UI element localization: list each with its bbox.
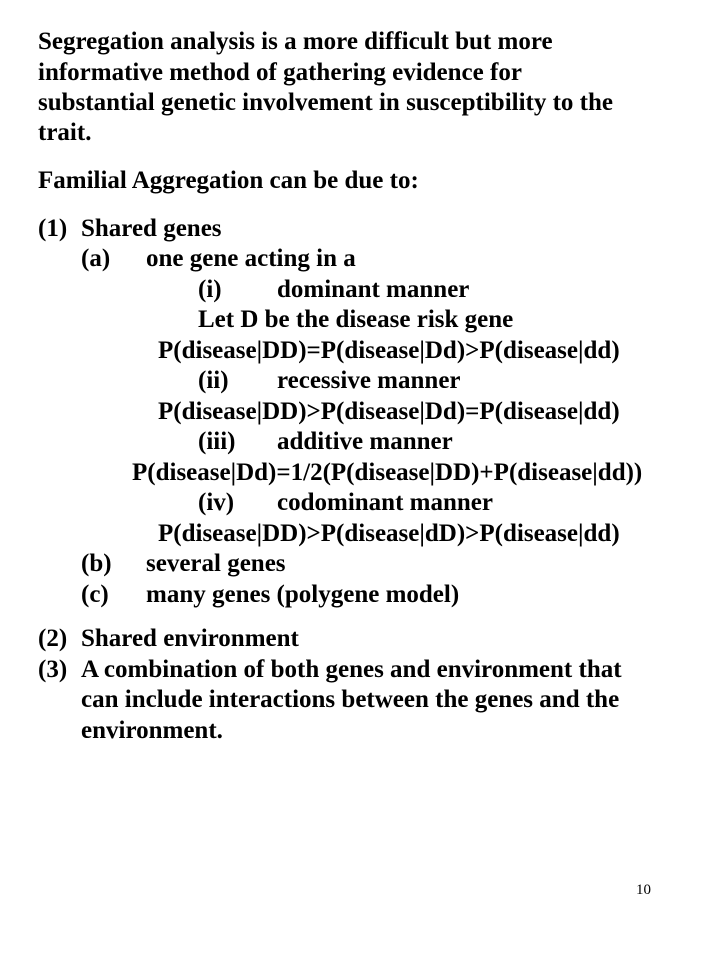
item-3-line-1: A combination of both genes and environment that xyxy=(81,656,622,683)
section-heading: Familial Aggregation can be due to: xyxy=(38,167,419,194)
item-1a-text: one gene acting in a xyxy=(146,245,356,272)
item-1a-i-text: dominant manner xyxy=(277,276,470,303)
intro-line-1: Segregation analysis is a more difficult but more xyxy=(38,28,553,55)
formula-dominant: P(disease|DD)=P(disease|Dd)>P(disease|dd) xyxy=(158,337,620,364)
item-1-number: (1) xyxy=(38,215,68,242)
item-1a-iv-label: (iv) xyxy=(198,489,235,516)
item-2-text: Shared environment xyxy=(81,625,299,652)
item-3-line-3: environment. xyxy=(81,717,223,744)
intro-line-2: informative method of gathering evidence for xyxy=(38,59,522,86)
item-1c-text: many genes (polygene model) xyxy=(146,581,460,608)
item-1a-iv-text: codominant manner xyxy=(277,489,493,516)
item-2-number: (2) xyxy=(38,625,68,652)
item-3-number: (3) xyxy=(38,656,68,683)
intro-line-3: substantial genetic involvement in susceptibility to the xyxy=(38,89,614,116)
page-number: 10 xyxy=(636,882,651,898)
item-1b-label: (b) xyxy=(81,550,112,577)
item-1a-label: (a) xyxy=(81,245,111,272)
item-3-line-2: can include interactions between the genes and the xyxy=(81,686,620,713)
item-1a-let-text: Let D be the disease risk gene xyxy=(198,306,514,333)
item-1a-ii-text: recessive manner xyxy=(277,367,461,394)
item-1a-iii-label: (iii) xyxy=(198,428,236,455)
formula-recessive: P(disease|DD)>P(disease|Dd)=P(disease|dd) xyxy=(158,398,620,425)
item-1a-iii-text: additive manner xyxy=(277,428,453,455)
formula-additive: P(disease|Dd)=1/2(P(disease|DD)+P(disease|dd)) xyxy=(132,459,643,486)
formula-codominant: P(disease|DD)>P(disease|dD)>P(disease|dd) xyxy=(158,520,620,547)
item-1a-i-label: (i) xyxy=(198,276,222,303)
item-1-text: Shared genes xyxy=(81,215,222,242)
item-1b-text: several genes xyxy=(146,550,286,577)
intro-line-4: trait. xyxy=(38,119,92,146)
item-1a-ii-label: (ii) xyxy=(198,367,229,394)
item-1c-label: (c) xyxy=(81,581,109,608)
